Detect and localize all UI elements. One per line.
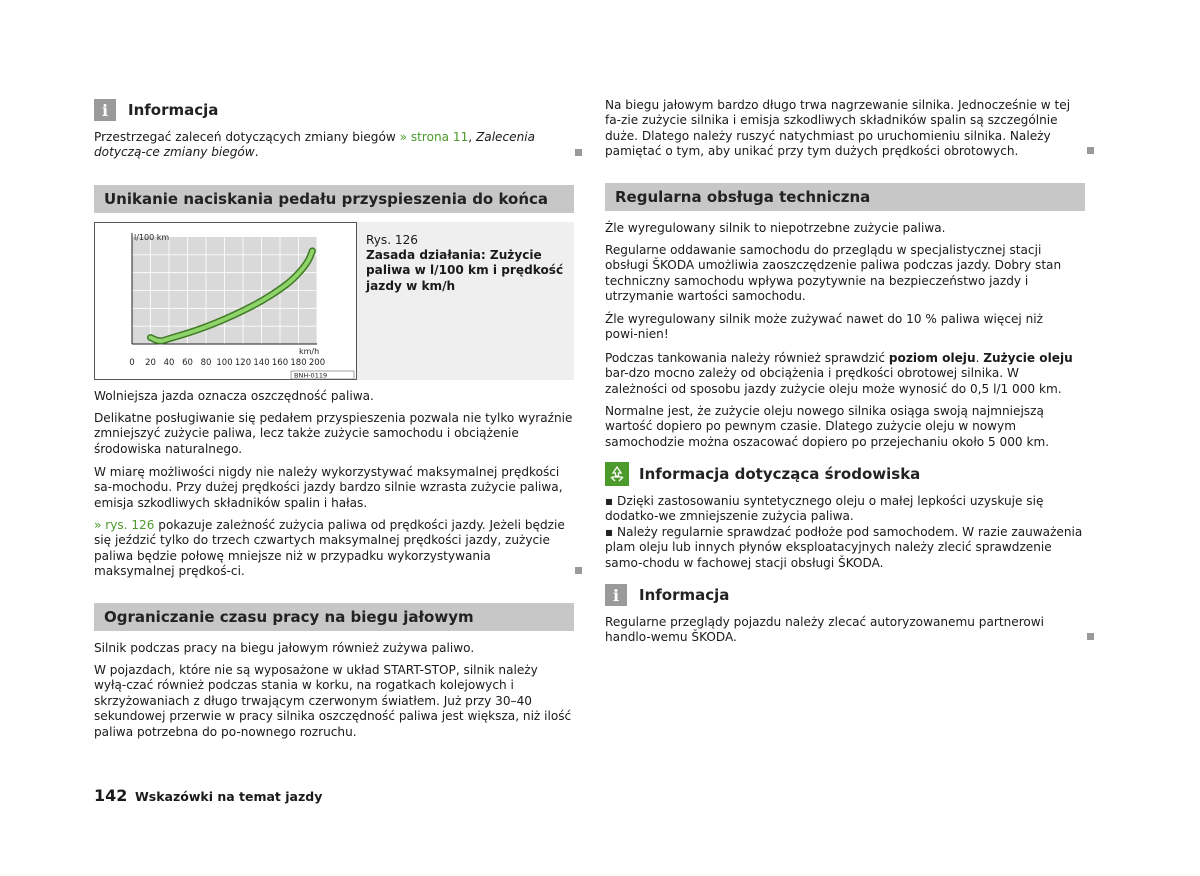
y-axis-label: l/100 km	[134, 233, 170, 242]
x-tick-labels	[129, 358, 325, 368]
x-tick-label: 180	[290, 358, 307, 368]
info-text: Regularne przeglądy pojazdu należy zlecać autoryzowanemu partnerowi handlo-wemu ŠKODA.	[605, 615, 1045, 645]
paragraph: Na biegu jałowym bardzo długo trwa nagrzewanie silnika. Jednocześnie w tej fa-zie zużycie silnika i emisja szkodliwych składników spalin są szczególnie duże. Dlatego należy ruszyć natychmiast po uruchomieniu silnika. Należy pamiętać o tym, aby unikać przy tym dużych prędkości obrotowych.	[605, 98, 1071, 159]
paragraph: Regularne oddawanie samochodu do przeglądu w specjalistycznej stacji obsługi ŠKODA umożliwia zaoszczędzenie paliwa podczas jazdy. Dobry stan techniczny samochodu wpływa pozytywnie na bezpieczeństwo jazdy i utrzymanie wartości samochodu.	[605, 243, 1062, 304]
paragraph: Źle wyregulowany silnik może zużywać nawet do 10 % paliwa więcej niż powi-nien!	[605, 312, 1044, 342]
paragraph: W miarę możliwości nigdy nie należy wykorzystywać maksymalnej prędkości sa-mochodu. Przy dużej prędkości jazdy bardzo silnie wzrasta zużycie paliwa, emisja szkodliwych składników spalin i hałas.	[94, 465, 563, 510]
paragraph: Źle wyregulowany silnik to niepotrzebne zużycie paliwa.	[605, 221, 946, 235]
chapter-title: Wskazówki na temat jazdy	[135, 789, 323, 804]
x-tick-label: 60	[182, 358, 193, 368]
info-icon: i	[605, 584, 627, 606]
page-link[interactable]: » strona 11	[399, 130, 469, 144]
list-item: ▪ Dzięki zastosowaniu syntetycznego oleju o małej lepkości uzyskuje się dodatko-we zmniejszenie zużycia paliwa.	[605, 494, 1085, 525]
figure-caption-text: Zasada działania: Zużycie paliwa w l/100 km i prędkość jazdy w km/h	[366, 248, 564, 293]
paragraph: Silnik podczas pracy na biegu jałowym również zużywa paliwo.	[94, 641, 475, 655]
environment-list	[605, 494, 1085, 571]
x-axis-label: km/h	[299, 347, 320, 356]
info-title: Informacja	[128, 101, 219, 119]
paragraph: Normalne jest, że zużycie oleju nowego silnika osiąga swoją najmniejszą wartość dopiero po pewnym czasie. Dlatego zużycie oleju w nowym samochodzie można oszacować dopiero po przejechaniu około 5 000 km.	[605, 404, 1050, 449]
paragraph: » rys. 126 pokazuje zależność zużycia paliwa od prędkości jazdy. Jeżeli będzie się jeździć tylko do trzech czwartych maksymalnej prędkości jazdy, zużycie paliwa będzie połowę mniejsze niż w przypadku wykorzystywania maksymalnej prędkoś-ci.	[94, 518, 565, 579]
figure-link[interactable]: » rys. 126	[94, 518, 155, 532]
figure-code: BNH-0119	[294, 371, 328, 380]
info-title: Informacja	[639, 586, 730, 604]
chart-svg	[95, 223, 358, 381]
x-tick-label: 20	[145, 358, 156, 368]
x-tick-label: 0	[129, 358, 135, 368]
x-tick-label: 200	[308, 358, 326, 368]
section-heading: Regularna obsługa techniczna	[605, 183, 1085, 211]
info-text: Przestrzegać zaleceń dotyczących zmiany biegów » strona 11, Zalecenia dotyczą-ce zmiany biegów.	[94, 130, 536, 160]
paragraph: W pojazdach, które nie są wyposażone w układ START-STOP, silnik należy wyłą-czać również podczas stania w korku, na rogatkach kolejowych i skrzyżowaniach z długo trwającym czerwonym światłem. Już przy 30–40 sekundowej przerwie w pracy silnika oszczędność paliwa jest większa, niż ilość paliwa potrzebna do po-nownego rozruchu.	[94, 663, 572, 739]
figure-ref: Rys. 126	[366, 233, 418, 247]
x-tick-label: 100	[216, 358, 233, 368]
info-heading	[94, 99, 218, 121]
section-end-marker	[575, 567, 582, 574]
section-heading: Unikanie naciskania pedału przyspieszenia do końca	[94, 185, 574, 213]
section-end-marker	[1087, 147, 1094, 154]
figure-caption	[357, 222, 574, 380]
info-icon: i	[94, 99, 116, 121]
section-end-marker	[575, 149, 582, 156]
x-tick-label: 40	[163, 358, 175, 368]
paragraph: Wolniejsza jazda oznacza oszczędność paliwa.	[94, 389, 374, 403]
recycle-icon	[605, 462, 629, 486]
x-tick-label: 140	[253, 358, 270, 368]
section-end-marker	[1087, 633, 1094, 640]
paragraph: Podczas tankowania należy również sprawdzić poziom oleju. Zużycie oleju bar-dzo mocno zależy od obciążenia i prędkości obrotowej silnika. W zależności od sposobu jazdy zużycie oleju może wynosić do 0,5 l/1 000 km.	[605, 351, 1073, 396]
page-number: 142	[94, 786, 128, 805]
environment-title: Informacja dotycząca środowiska	[639, 465, 921, 483]
environment-heading	[605, 462, 920, 486]
paragraph: Delikatne posługiwanie się pedałem przyspieszenia pozwala nie tylko wyraźnie zmniejszyć zużycie paliwa, lecz także zużycie samochodu i obciążenie środowiska naturalnego.	[94, 411, 573, 456]
figure	[94, 222, 574, 380]
fuel-consumption-chart	[94, 222, 357, 380]
x-tick-label: 120	[234, 358, 252, 368]
info-heading	[605, 584, 729, 606]
list-item: ▪ Należy regularnie sprawdzać podłoże pod samochodem. W razie zauważenia plam oleju lub innych płynów eksploatacyjnych należy zlecić sprawdzenie samo-chodu w fachowej stacji obsługi ŠKODA.	[605, 525, 1085, 571]
x-tick-label: 160	[271, 358, 289, 368]
x-tick-label: 80	[200, 358, 212, 368]
section-heading: Ograniczanie czasu pracy na biegu jałowym	[94, 603, 574, 631]
